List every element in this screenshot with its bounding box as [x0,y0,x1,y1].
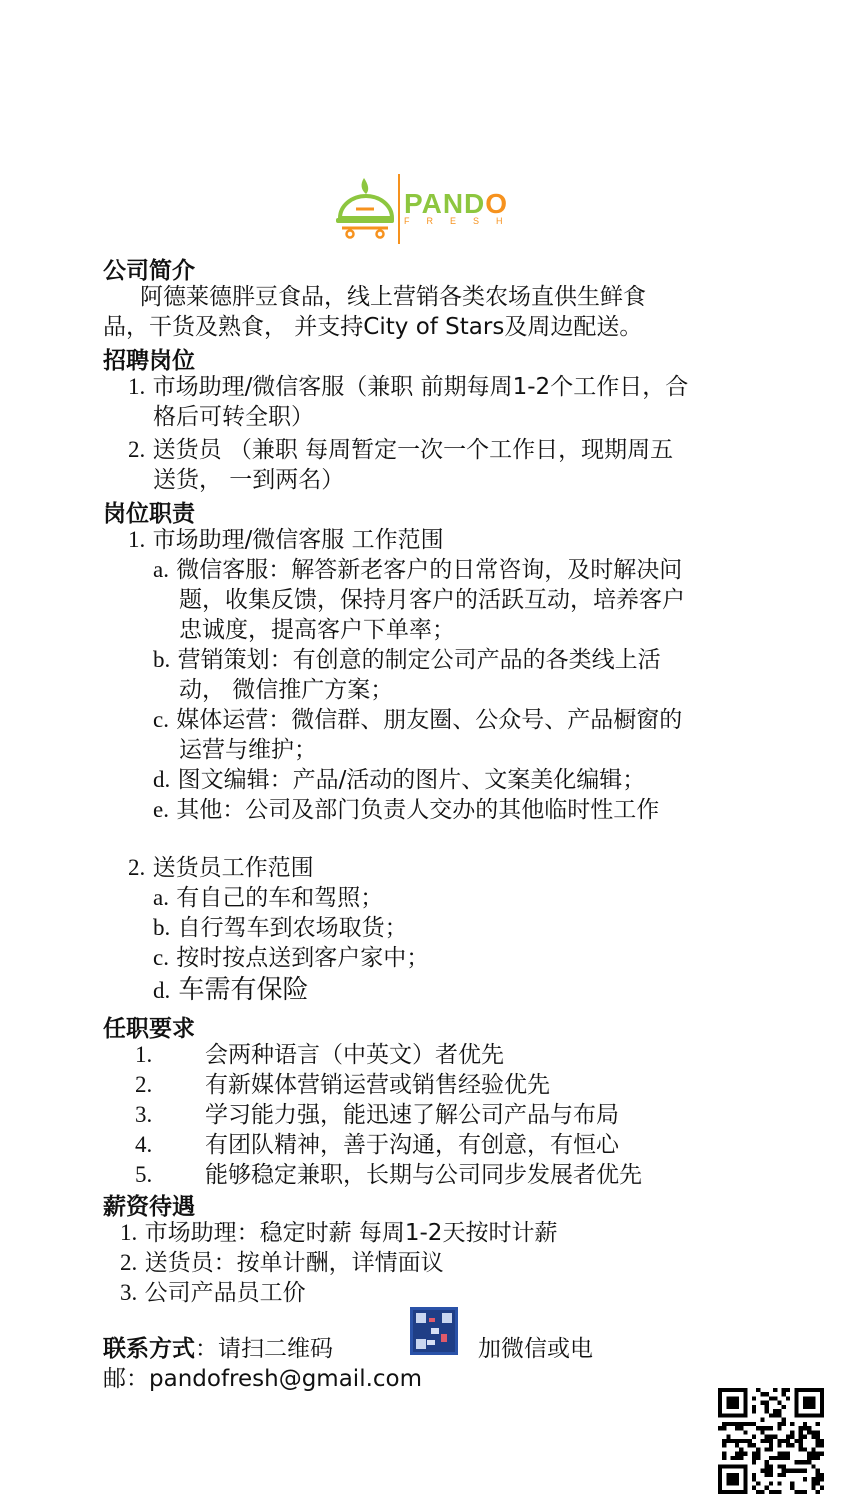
position-line: 送货， 一到两名） [153,467,345,493]
duty-line: 微信客服：解答新老客户的日常咨询，及时解决问 [176,557,683,583]
salary-text: 公司产品员工价 [144,1280,306,1306]
requirement-item [135,1160,642,1190]
requirements-heading: 任职要求 [103,1016,195,1042]
duty-item-c [153,705,682,735]
requirement-text: 有新媒体营销运营或销售经验优先 [205,1072,550,1098]
salary-item [120,1218,557,1248]
duty-line: 运营与维护； [179,737,317,763]
salary-item [120,1278,306,1308]
qr-thumbnail-image [413,1310,455,1352]
list-letter: d. [153,978,171,1003]
requirement-item [135,1100,619,1130]
list-number: 2. [128,855,146,880]
contact-text: ：请扫二维码 [195,1336,333,1362]
delivery-item-d [153,974,309,1007]
requirement-text: 能够稳定兼职，长期与公司同步发展者优先 [205,1162,642,1188]
list-number: 2. [120,1250,138,1275]
list-letter: d. [153,767,171,792]
logo-wordmark: PANDO [404,188,509,219]
position-line: 市场助理/微信客服（兼职 前期每周1-2个工作日，合 [152,374,689,400]
salary-text: 送货员：按单计酬，详情面议 [144,1250,444,1276]
requirement-item [135,1130,619,1160]
list-letter: e. [153,797,169,822]
about-line-2: 品，干货及熟食， 并支持City of Stars及周边配送。 [103,314,643,340]
logo-subtitle: FRESH [404,216,520,226]
delivery-item-c [153,943,429,973]
about-heading: 公司简介 [103,258,195,284]
duty-line: 图文编辑：产品/活动的图片、文案美化编辑； [177,767,646,793]
duty-item-b [153,645,661,675]
duty-line: 动， 微信推广方案； [179,677,394,703]
list-number: 1. [120,1220,138,1245]
duty-item-a [153,555,682,585]
about-line-1: 阿德莱德胖豆食品，线上营销各类农场直供生鲜食 [140,284,646,310]
duty-line: 媒体运营：微信群、朋友圈、公众号、产品橱窗的 [176,707,683,733]
food-cloche-icon [334,176,396,246]
list-letter: b. [153,915,171,940]
delivery-text: 按时按点送到客户家中； [176,945,430,971]
list-number: 5. [135,1162,153,1187]
delivery-text: 有自己的车和驾照； [176,885,384,911]
logo-divider [398,174,400,244]
requirement-text: 有团队精神，善于沟通，有创意，有恒心 [205,1132,619,1158]
list-number: 1. [135,1042,153,1067]
list-number: 4. [135,1132,153,1157]
requirement-text: 学习能力强，能迅速了解公司产品与布局 [205,1102,619,1128]
delivery-text: 自行驾车到农场取货； [177,915,408,941]
delivery-item-b [153,913,408,943]
delivery-item-a [153,883,383,913]
contact-line-1 [103,1334,333,1364]
wechat-qr-thumbnail [410,1307,458,1355]
duty-group-2-title [128,853,314,883]
salary-heading: 薪资待遇 [103,1194,195,1220]
requirement-item [135,1070,550,1100]
position-item-1 [128,372,688,402]
list-number: 2. [128,437,146,462]
list-number: 2. [135,1072,153,1097]
duty-line: 题，收集反馈，保持月客户的活跃互动，培养客户 [179,587,685,613]
list-number: 3. [120,1280,138,1305]
position-line: 送货员 （兼职 每周暂定一次一个工作日，现期周五 [152,437,674,463]
salary-item [120,1248,444,1278]
position-line: 格后可转全职） [153,404,314,430]
contact-text-2: 加微信或电 [478,1336,593,1362]
duty-group-1-title [128,525,444,555]
list-letter: a. [153,557,169,582]
contact-label: 联系方式 [103,1336,195,1362]
duty-line: 营销策划：有创意的制定公司产品的各类线上活 [177,647,661,673]
positions-heading: 招聘岗位 [103,348,195,374]
group-title-text: 市场助理/微信客服 工作范围 [152,527,444,553]
delivery-text: 车需有保险 [178,975,309,1005]
pando-fresh-logo [334,170,524,246]
contact-email[interactable]: 邮：pandofresh@gmail.com [103,1366,423,1392]
requirement-text: 会两种语言（中英文）者优先 [205,1042,504,1068]
list-letter: b. [153,647,171,672]
salary-text: 市场助理：稳定时薪 每周1-2天按时计薪 [144,1220,558,1246]
list-letter: c. [153,707,169,732]
list-letter: a. [153,885,169,910]
requirement-item [135,1040,504,1070]
list-number: 3. [135,1102,153,1127]
duty-line: 其他：公司及部门负责人交办的其他临时性工作 [176,797,660,823]
duty-item-d [153,765,645,795]
list-number: 1. [128,527,146,552]
duty-item-e [153,795,659,825]
duty-line: 忠诚度，提高客户下单率； [179,617,455,643]
position-item-2 [128,435,673,465]
list-number: 1. [128,374,146,399]
duties-heading: 岗位职责 [103,501,195,527]
group-title-text: 送货员工作范围 [152,855,314,881]
qr-code-icon [718,1388,824,1494]
list-letter: c. [153,945,169,970]
